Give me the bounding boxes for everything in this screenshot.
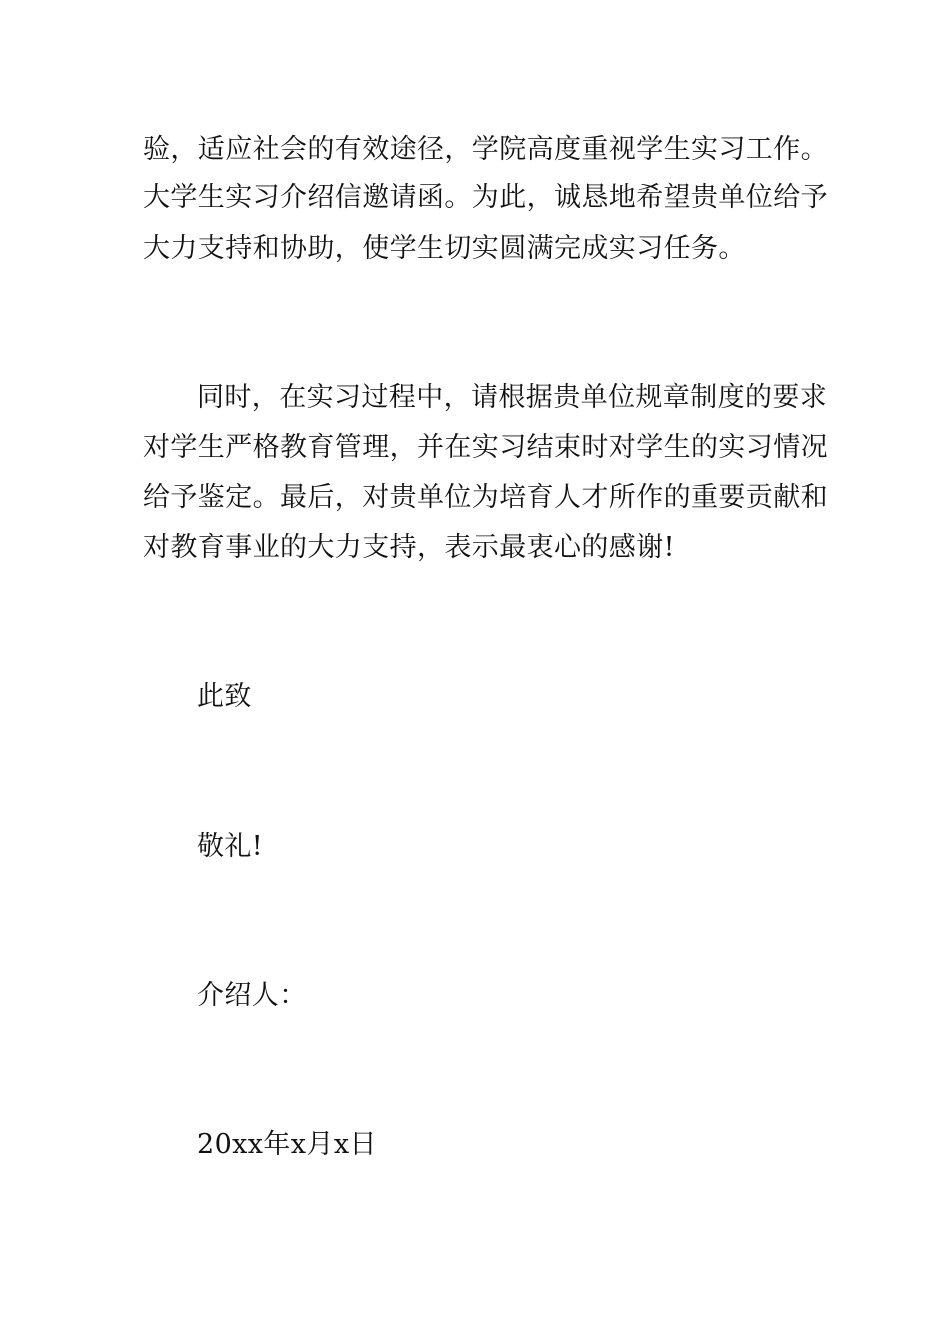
salutation: 此致 (197, 681, 252, 712)
paragraph2-line-3: 给予鉴定。最后，对贵单位为培育人才所作的重要贡献和 (143, 482, 828, 513)
letter-date: 20xx年x月x日 (197, 1129, 377, 1160)
paragraph2-line-4: 对教育事业的大力支持，表示最衷心的感谢! (143, 532, 675, 563)
paragraph2-line-2: 对学生严格教育管理，并在实习结束时对学生的实习情况 (143, 432, 828, 463)
paragraph1-line-1: 验，适应社会的有效途径，学院高度重视学生实习工作。 (143, 134, 828, 165)
regards: 敬礼! (197, 831, 264, 862)
introducer-label: 介绍人： (197, 980, 307, 1011)
paragraph2-line-1: 同时，在实习过程中，请根据贵单位规章制度的要求 (197, 382, 828, 413)
paragraph1-line-2: 大学生实习介绍信邀请函。为此，诚恳地希望贵单位给予 (143, 182, 828, 213)
paragraph1-line-3: 大力支持和协助，使学生切实圆满完成实习任务。 (143, 233, 746, 264)
